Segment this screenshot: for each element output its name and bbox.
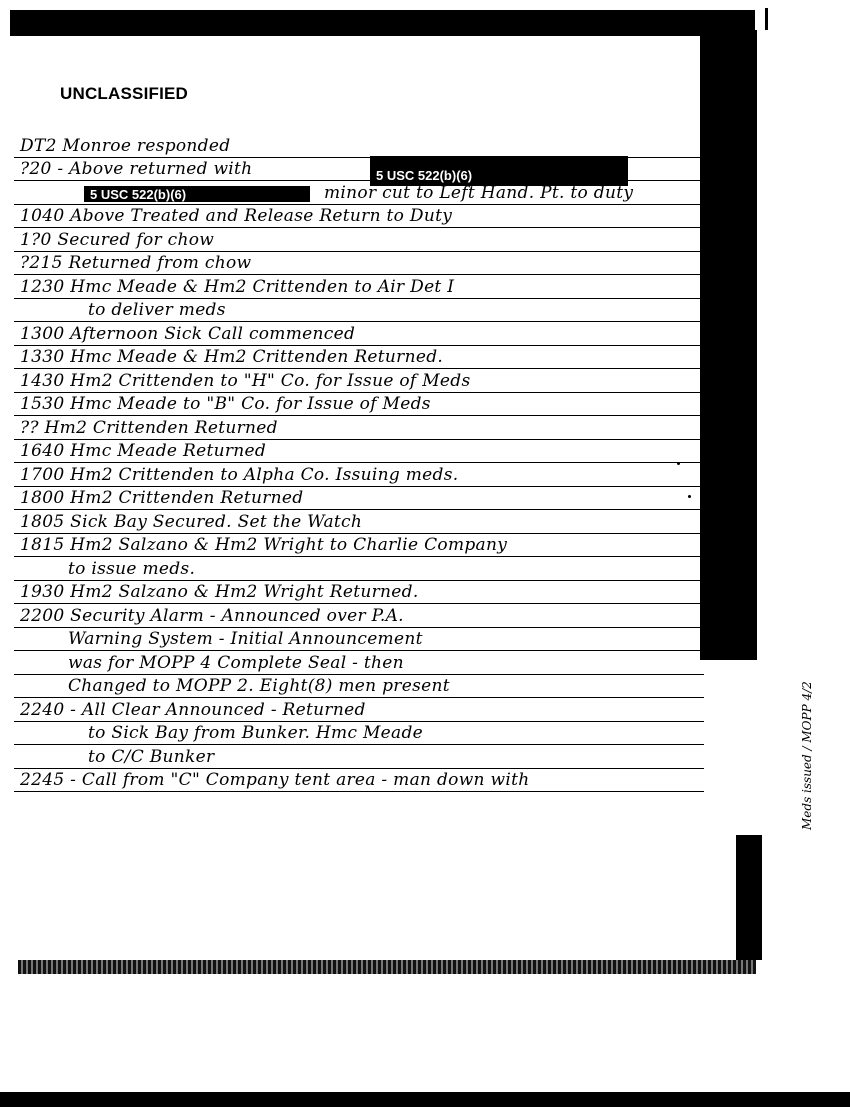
log-line-text: ?? Hm2 Crittenden Returned bbox=[20, 417, 278, 438]
log-line-text: 1640 Hmc Meade Returned bbox=[20, 441, 267, 461]
log-line bbox=[14, 158, 704, 182]
log-line-text: to deliver meds bbox=[88, 300, 226, 320]
log-line-text: 1430 Hm2 Crittenden to "H" Co. for Issue of Meds bbox=[20, 370, 471, 391]
log-line-text: to Sick Bay from Bunker. Hmc Meade bbox=[88, 723, 424, 743]
log-line-text: 1230 Hmc Meade & Hm2 Crittenden to Air Det I bbox=[20, 276, 455, 297]
log-line bbox=[14, 651, 704, 675]
log-line bbox=[14, 698, 704, 722]
log-line bbox=[14, 205, 704, 229]
log-line bbox=[14, 487, 704, 511]
log-line-text: 1040 Above Treated and Release Return to Duty bbox=[20, 206, 453, 226]
margin-annotation: Meds issued / MOPP 4/2 bbox=[800, 681, 814, 830]
log-line-text: 1800 Hm2 Crittenden Returned bbox=[20, 488, 304, 508]
scan-speck bbox=[677, 462, 680, 465]
log-line bbox=[14, 181, 704, 205]
log-line bbox=[14, 722, 704, 746]
log-entries bbox=[14, 134, 704, 792]
log-line-text: 1930 Hm2 Salzano & Hm2 Wright Returned. bbox=[20, 582, 419, 602]
log-line bbox=[14, 557, 704, 581]
log-line-text: Changed to MOPP 2. Eight(8) men present bbox=[68, 676, 450, 696]
log-line-text: to C/C Bunker bbox=[88, 746, 215, 767]
scan-border-right bbox=[700, 30, 757, 660]
log-line bbox=[14, 604, 704, 628]
log-line-text: 1815 Hm2 Salzano & Hm2 Wright to Charlie Company bbox=[20, 535, 508, 555]
log-line-text: 1300 Afternoon Sick Call commenced bbox=[20, 323, 356, 344]
log-line-text: ?20 - Above returned with bbox=[20, 159, 253, 179]
log-line bbox=[14, 346, 704, 370]
scan-border-top bbox=[10, 10, 755, 36]
log-line bbox=[14, 534, 704, 558]
log-line bbox=[14, 581, 704, 605]
log-line bbox=[14, 299, 704, 323]
log-line-text: 2200 Security Alarm - Announced over P.A. bbox=[20, 605, 404, 626]
log-line bbox=[14, 416, 704, 440]
log-line-text: 2240 - All Clear Announced - Returned bbox=[20, 699, 366, 720]
log-line bbox=[14, 228, 704, 252]
log-line-text: 1330 Hmc Meade & Hm2 Crittenden Returned. bbox=[20, 347, 444, 367]
log-line-text: minor cut to Left Hand. Pt. to duty bbox=[324, 182, 634, 203]
log-line-text: ?215 Returned from chow bbox=[20, 253, 252, 273]
redaction-block: 5 USC 522(b)(6) bbox=[370, 156, 628, 186]
log-line bbox=[14, 252, 704, 276]
notebook-page-edge bbox=[18, 960, 756, 974]
log-line-text: was for MOPP 4 Complete Seal - then bbox=[68, 652, 404, 673]
log-line bbox=[14, 275, 704, 299]
log-line bbox=[14, 440, 704, 464]
log-line-text: DT2 Monroe responded bbox=[20, 135, 231, 156]
log-line bbox=[14, 463, 704, 487]
scan-speck bbox=[688, 495, 691, 498]
log-line bbox=[14, 675, 704, 699]
scan-border-bottom bbox=[0, 1092, 850, 1107]
log-line-text: Warning System - Initial Announcement bbox=[68, 629, 423, 649]
log-line bbox=[14, 510, 704, 534]
log-line-text: 1530 Hmc Meade to "B" Co. for Issue of Meds bbox=[20, 394, 431, 414]
classification-marking: UNCLASSIFIED bbox=[60, 84, 189, 103]
log-page bbox=[14, 36, 704, 960]
log-line bbox=[14, 745, 704, 769]
log-line bbox=[14, 393, 704, 417]
log-line bbox=[14, 134, 704, 158]
log-line bbox=[14, 322, 704, 346]
log-line-text: 1805 Sick Bay Secured. Set the Watch bbox=[20, 511, 363, 532]
log-line bbox=[14, 369, 704, 393]
log-line-text: to issue meds. bbox=[68, 558, 196, 579]
log-line bbox=[14, 769, 704, 793]
log-line-text: 1?0 Secured for chow bbox=[20, 229, 215, 250]
log-line bbox=[14, 628, 704, 652]
scan-mark bbox=[765, 8, 768, 30]
redaction-block: 5 USC 522(b)(6) bbox=[84, 186, 310, 202]
log-line-text: 1700 Hm2 Crittenden to Alpha Co. Issuing meds. bbox=[20, 464, 459, 485]
scan-border-right-lower bbox=[736, 835, 762, 960]
log-line-text: 2245 - Call from "C" Company tent area - man down with bbox=[20, 770, 530, 790]
